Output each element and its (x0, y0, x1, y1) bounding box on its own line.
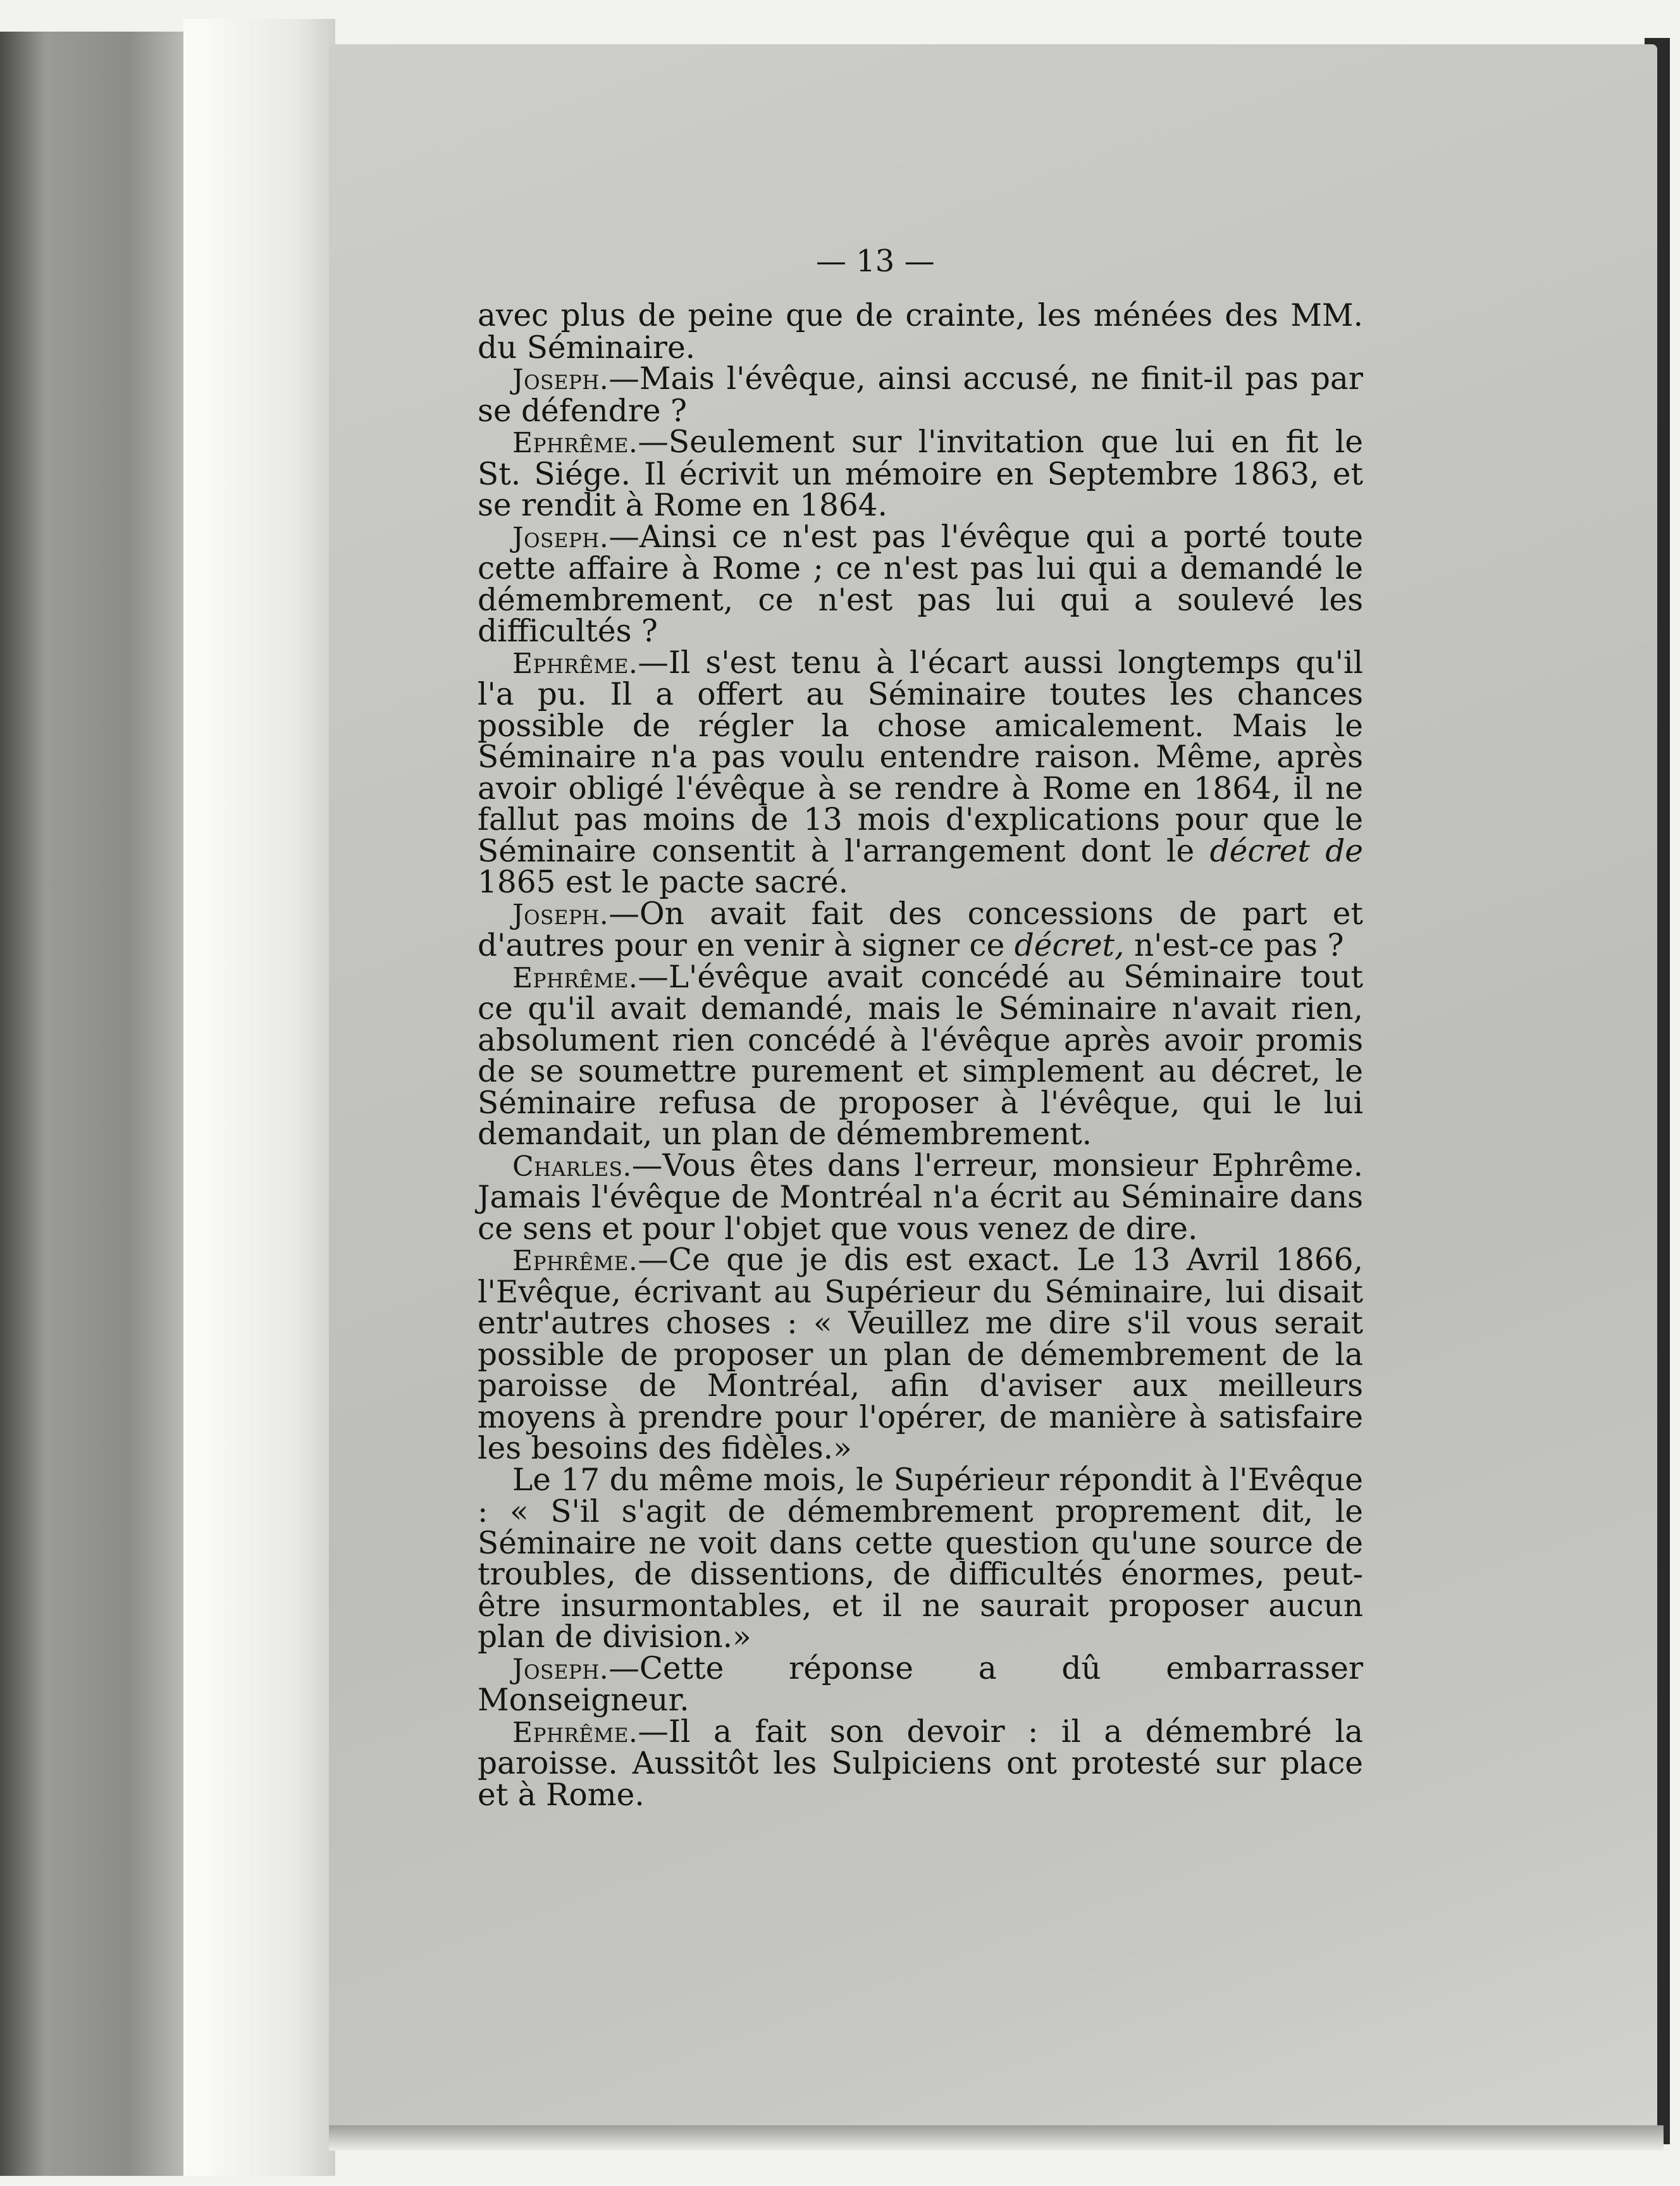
facing-page-edge (0, 32, 183, 2176)
paragraph-text-after: n'est-ce pas ? (1124, 928, 1344, 963)
paragraph-text-after: 1865 est le pacte sacré. (478, 865, 848, 900)
speaker: Joseph. (512, 521, 609, 554)
paragraph-text: —On avait fait des concessions de part et d'autres pour en venir à signer ce (478, 896, 1363, 963)
paragraph-text: —Il s'est tenu à l'écart aussi longtemps qu'il l'a pu. Il a offert au Séminaire toutes les chances possible de régler la chose amicalement. Mais le Séminaire n'a pas voulu entendre raison. Même, après avoir obligé l'évêque à se rendre à Rome en 1864, il ne fallut pas moins de 13 mois d'explications pour que le Séminaire consentit à l'arrangement dont le (478, 645, 1363, 869)
paragraph (478, 300, 1363, 364)
paragraph (478, 959, 1363, 1152)
paragraph-text: avec plus de peine que de crainte, les ménées des MM. du Séminaire. (478, 298, 1363, 366)
paragraph (478, 1650, 1363, 1718)
paragraph (478, 1462, 1363, 1655)
italic-text: décret, (1014, 928, 1125, 963)
paragraph-text: —Il a fait son devoir : il a démembré la paroisse. Aussitôt les Sulpiciens ont protesté sur place et à Rome. (478, 1714, 1363, 1813)
page-inner-edge (209, 19, 335, 2176)
speaker: Joseph. (512, 364, 609, 396)
paragraph-text: —Vous êtes dans l'erreur, monsieur Ephrême. Jamais l'évêque de Montréal n'a écrit au Séminaire dans ce sens et pour l'objet que vous venez de dire. (478, 1147, 1363, 1247)
paragraph (478, 1242, 1363, 1466)
speaker: Ephrême. (512, 427, 638, 459)
paragraph-text: Le 17 du même mois, le Supérieur répondit à l'Evêque : « S'il s'agit de démembrement proprement dit, le Séminaire ne voit dans cette question qu'une source de troubles, de dissentions, de difficultés énormes, peut-être insurmontables, et il ne saurait proposer aucun plan de division.» (478, 1462, 1363, 1655)
page-text (478, 300, 1363, 1811)
paragraph (478, 645, 1363, 900)
speaker: Joseph. (512, 1653, 609, 1686)
paragraph (478, 1147, 1363, 1247)
speaker: Ephrême. (512, 961, 638, 994)
speaker: Ephrême. (512, 647, 638, 680)
paragraph-text: —Seulement sur l'invitation que lui en fit le St. Siége. Il écrivit un mémoire en Septembre 1863, et se rendit à Rome en 1864. (478, 424, 1363, 523)
paragraph (478, 361, 1363, 429)
page-number: — 13 — (816, 244, 935, 279)
paragraph (478, 896, 1363, 963)
italic-text: décret de (1209, 833, 1363, 869)
speaker: Ephrême. (512, 1245, 638, 1277)
paragraph (478, 519, 1363, 649)
speaker: Joseph. (512, 898, 609, 931)
speaker: Charles. (512, 1150, 632, 1183)
paragraph-text: —Cette réponse a dû embarrasser Monseigneur. (478, 1650, 1363, 1718)
paragraph (478, 1714, 1363, 1813)
paragraph (478, 424, 1363, 523)
speaker: Ephrême. (512, 1716, 638, 1749)
paragraph-text: —L'évêque avait concédé au Séminaire tout ce qu'il avait demandé, mais le Séminaire n'avait rien, absolument rien concédé à l'évêque après avoir promis de se soumettre purement et simplement au décret, le Séminaire refusa de proposer à l'évêque, qui le lui demandait, un plan de démembrement. (478, 959, 1363, 1152)
gutter (183, 19, 209, 2176)
paragraph-text: —Ainsi ce n'est pas l'évêque qui a porté toute cette affaire à Rome ; ce n'est pas lui qui a demandé le démembrement, ce n'est pas lui qui a soulevé les difficultés ? (478, 519, 1363, 649)
paragraph-text: —Ce que je dis est exact. Le 13 Avril 1866, l'Evêque, écrivant au Supérieur du Séminaire, lui disait entr'autres choses : « Veuillez me dire s'il vous serait possible de proposer un plan de démembrement de la paroisse de Montréal, afin d'aviser aux meilleurs moyens à prendre pour l'opérer, de manière à satisfaire les besoins des fidèles.» (478, 1242, 1363, 1466)
paragraph-text: —Mais l'évêque, ainsi accusé, ne finit-il pas par se défendre ? (478, 361, 1363, 429)
page-shadow-bottom (329, 2125, 1664, 2151)
